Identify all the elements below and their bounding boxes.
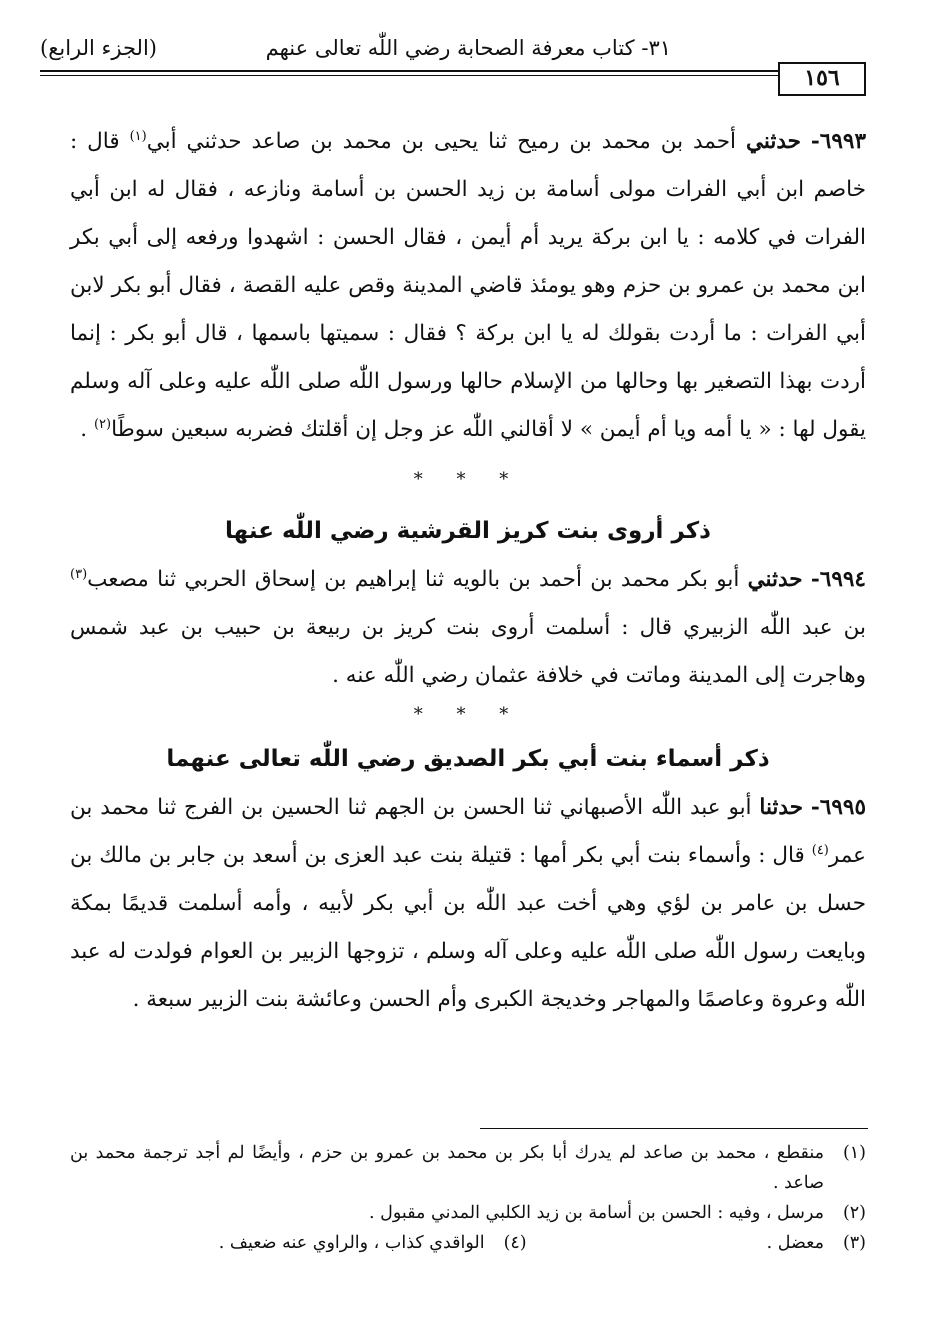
hadith-number: ٦٩٩٤- (810, 567, 866, 592)
footnote-text: الواقدي كذاب ، والراوي عنه ضعيف . (218, 1233, 485, 1253)
hadith-6993 (70, 118, 866, 454)
footnote (70, 1198, 866, 1228)
footnote (767, 1228, 866, 1258)
separator-stars: * * * (413, 704, 523, 725)
hadith-text: . (80, 417, 94, 442)
hadith-text: قال : وأسماء بنت أبي بكر أمها : قتيلة بنت عبد العزى بن أسعد بن جابر بن مالك بن حسل بن عامر بن لؤي وهي أخت عبد اللّٰه بن أبي بكر لأبيه ، وأمه أسلمت قديمًا بمكة وبايعت رسول اللّٰه صلى اللّٰه عليه وعلى آله وسلم ، تزوجها الزبير بن العوام فولدت له عبد اللّٰه وعروة وعاصمًا والمهاجر وخديجة الكبرى وأم الحسن وعائشة بنت الزبير سبعة . (70, 843, 866, 1012)
section-heading: ذكر أروى بنت كريز القرشية رضي اللّٰه عنها (225, 518, 711, 544)
hadith-6995 (70, 784, 866, 1024)
footnote (70, 1138, 866, 1198)
footnote-text: مرسل ، وفيه : الحسن بن أسامة بن زيد الكلبي المدني مقبول . (369, 1203, 824, 1223)
hadith-text: أبو بكر محمد بن أحمد بن بالويه ثنا إبراهيم بن إسحاق الحربي ثنا مصعب (87, 567, 748, 592)
hadith-text: أبو عبد اللّٰه الأصبهاني ثنا الحسن بن الجهم ثنا الحسين بن الفرج ثنا محمد بن عمر (70, 795, 866, 868)
hadith-number: ٦٩٩٥- (810, 795, 866, 820)
footnote-text: منقطع ، محمد بن صاعد لم يدرك أبا بكر بن محمد بن عمرو بن حزم ، وأيضًا لم أجد ترجمة محمد بن صاعد . (70, 1143, 824, 1193)
footnote-number: (٣) (842, 1233, 866, 1253)
footnote-ref: (١) (129, 128, 147, 144)
volume-label: (الجزء الرابع) (40, 36, 157, 60)
narration-keyword: حدثني (747, 567, 803, 592)
hadith-text: أحمد بن محمد بن رميح ثنا يحيى بن محمد بن صاعد حدثني أبي (146, 129, 746, 154)
narration-keyword: حدثنا (759, 795, 803, 820)
footnote-number: (١) (842, 1143, 866, 1163)
footnote-number: (٢) (842, 1203, 866, 1223)
header-rule (40, 70, 780, 72)
footnote-ref: (٣) (70, 566, 88, 582)
footnote (219, 1228, 527, 1258)
main-text (70, 118, 866, 1024)
narration-keyword: حدثني (745, 129, 801, 154)
footnotes (70, 1138, 866, 1258)
running-title: ٣١- كتاب معرفة الصحابة رضي اللّٰه تعالى عنهم (265, 36, 671, 60)
page-header (40, 30, 866, 91)
separator-stars: * * * (413, 469, 523, 490)
page-number: ١٥٦ (778, 62, 866, 96)
footnote-ref: (٤) (811, 842, 829, 858)
footnote-ref: (٢) (93, 416, 112, 432)
hadith-text: بن عبد اللّٰه الزبيري قال : أسلمت أروى بنت كريز بن ربيعة بن حبيب بن عبد شمس وهاجرت إلى المدينة وماتت في خلافة عثمان رضي اللّٰه عنه . (70, 615, 866, 688)
footnote-row (70, 1228, 866, 1258)
footnote-text: معضل . (766, 1233, 824, 1253)
hadith-6994 (70, 556, 866, 700)
section-heading: ذكر أسماء بنت أبي بكر الصديق رضي اللّٰه تعالى عنهما (166, 746, 770, 772)
header-rule-thin (40, 75, 780, 76)
footnote-number: (٤) (503, 1233, 527, 1253)
hadith-text: قال : خاصم ابن أبي الفرات مولى أسامة بن زيد الحسن بن أسامة ونازعه ، فقال له ابن أبي الفرات في كلامه : يا ابن بركة يريد أم أيمن ، فقال الحسن : اشهدوا ورفعه إلى أبي بكر ابن محمد بن عمرو بن حزم وهو يومئذ قاضي المدينة وقص عليه القصة ، فقال أبو بكر لابن أبي الفرات : ما أردت بقولك له يا ابن بركة ؟ فقال : سميتها باسمها ، قال أبو بكر : إنما أردت بهذا التصغير بها وحالها من الإسلام حالها ورسول اللّٰه صلى اللّٰه عليه وعلى آله وسلم يقول لها : « يا أمه ويا أم أيمن » لا أقالني اللّٰه عز وجل إن أقلتك فضربه سبعين سوطًا (70, 129, 866, 442)
hadith-number: ٦٩٩٣- (810, 129, 866, 154)
footnote-rule (480, 1128, 868, 1129)
